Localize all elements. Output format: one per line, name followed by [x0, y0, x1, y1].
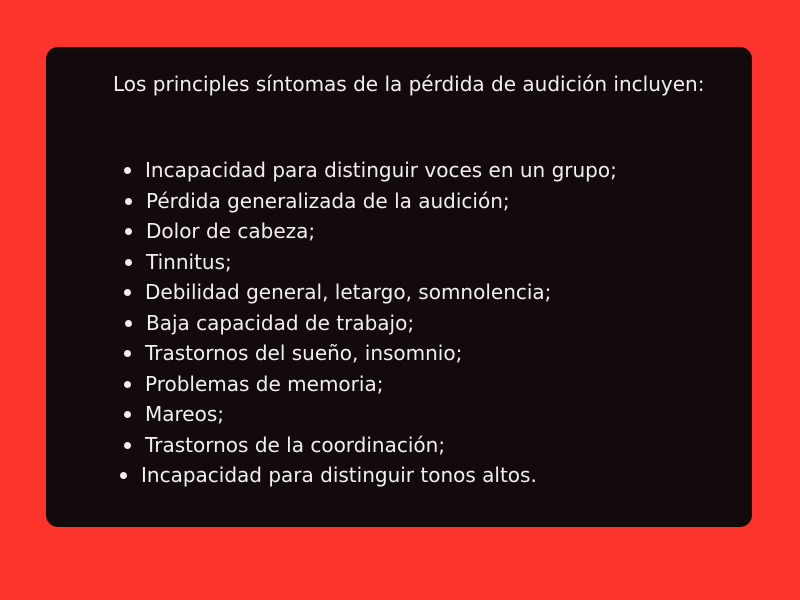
list-item-text: Trastornos del sueño, insomnio; [145, 341, 463, 365]
list-item-text: Mareos; [145, 402, 224, 426]
symptom-list [46, 155, 752, 491]
list-item [46, 277, 752, 308]
list-item [46, 308, 752, 339]
list-item-text: Dolor de cabeza; [146, 219, 316, 243]
bullet-icon [124, 381, 131, 388]
list-item-text: Baja capacidad de trabajo; [146, 310, 415, 335]
list-item-text: Pérdida generalizada de la audición; [146, 188, 510, 213]
list-item-text: Problemas de memoria; [145, 371, 384, 396]
bullet-icon [120, 472, 127, 479]
list-item [46, 460, 752, 491]
bullet-icon [125, 198, 132, 205]
list-item [46, 247, 752, 278]
bullet-icon [125, 320, 132, 327]
bullet-icon [125, 228, 132, 235]
content-card [46, 47, 752, 527]
list-item [46, 369, 752, 400]
list-item [46, 186, 752, 217]
bullet-icon [124, 167, 131, 174]
bullet-icon [124, 442, 131, 449]
bullet-icon [124, 350, 131, 357]
list-item-text: Incapacidad para distinguir tonos altos. [141, 463, 537, 487]
list-item [46, 338, 752, 369]
list-item [46, 399, 752, 430]
list-item [46, 155, 752, 186]
list-item-text: Tinnitus; [146, 249, 232, 274]
list-item-text: Incapacidad para distinguir voces en un grupo; [145, 158, 617, 182]
bullet-icon [125, 259, 132, 266]
list-item-text: Trastornos de la coordinación; [145, 432, 446, 457]
list-item-text: Debilidad general, letargo, somnolencia; [145, 280, 552, 304]
bullet-icon [124, 411, 131, 418]
intro-text: Los principles síntomas de la pérdida de audición incluyen: [113, 72, 705, 96]
bullet-icon [124, 289, 131, 296]
list-item [46, 216, 752, 247]
list-item [46, 430, 752, 461]
